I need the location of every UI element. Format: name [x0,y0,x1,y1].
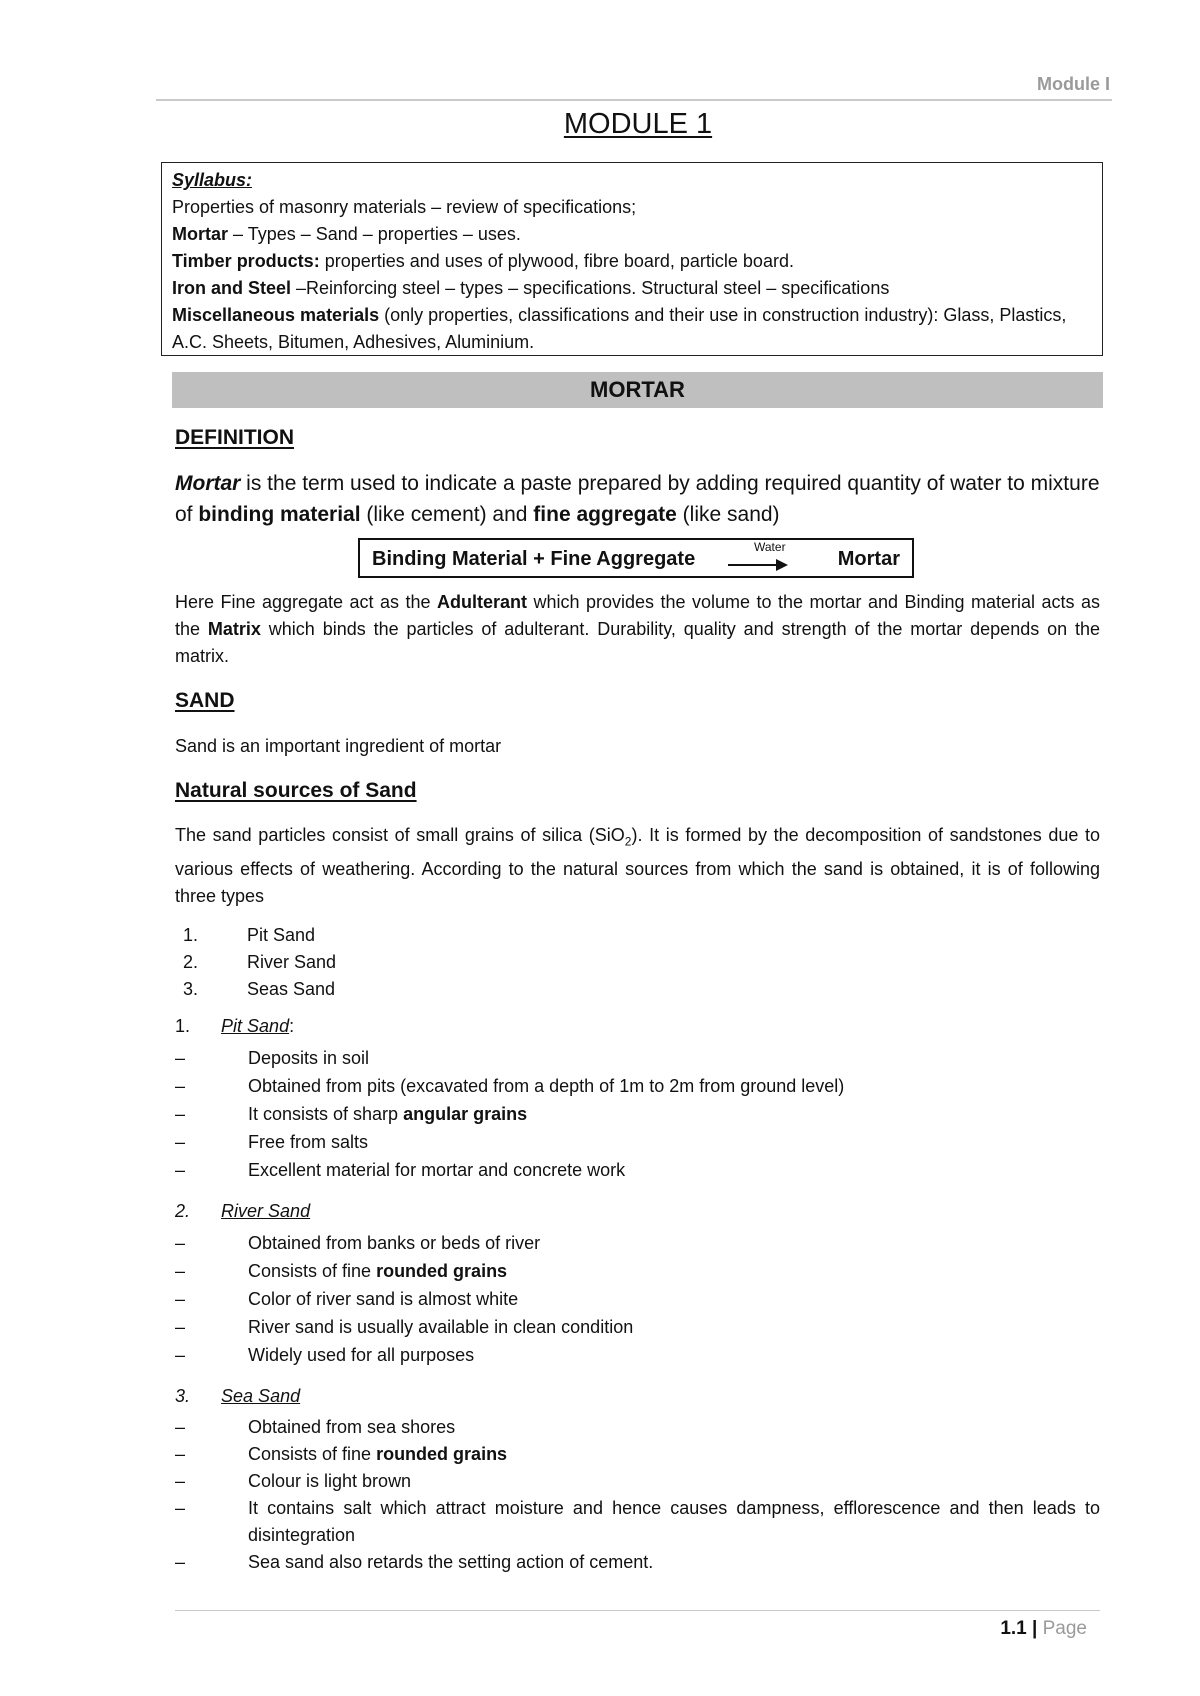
sea-sand-number: 3. [175,1386,191,1406]
sand-heading: SAND [175,689,235,712]
list-item [175,1285,1100,1313]
equation-left: Binding Material + Fine Aggregate [372,548,696,570]
list-text: Deposits in soil [248,1048,370,1068]
list-item [175,1313,1100,1341]
definition-heading: DEFINITION [175,426,294,449]
syllabus-line-4 [172,275,1094,302]
river-sand-number: 2. [175,1201,191,1221]
list-number: 2. [183,952,199,972]
list-item [175,1495,1100,1549]
list-text: Seas Sand [247,979,336,999]
dash-bullet: – [175,1498,186,1518]
subscript-2: 2 [624,834,632,849]
dash-bullet: – [175,1076,186,1096]
list-text: It consists of sharp [248,1104,404,1124]
list-item [175,1468,1100,1495]
dash-bullet: – [175,1048,186,1068]
pit-sand-colon: : [289,1016,295,1036]
pit-sand-number: 1. [175,1016,191,1036]
syllabus-line-5-text: (only properties, classifications and their use in construction industry): Glass, Plastics, A.C. Sheets, Bitumen, Adhesives, Aluminium. [172,305,1067,352]
page-footer [1000,1618,1087,1640]
page-number: 1.1 [1000,1618,1027,1639]
syllabus-line-2-text: – Types – Sand – properties – uses. [228,224,521,244]
river-sand-label: River Sand [221,1201,311,1221]
dash-bullet: – [175,1261,186,1281]
dash-bullet: – [175,1317,186,1337]
matrix-term: Matrix [207,619,261,639]
list-item [175,1156,1100,1184]
syllabus-line-1: Properties of masonry materials – review of specifications; [172,197,637,217]
syllabus-misc: Miscellaneous materials [172,305,380,325]
dash-bullet: – [175,1471,186,1491]
definition-binding-material: binding material [198,503,361,526]
equation-arrow-line [728,564,780,566]
syllabus-heading: Syllabus: [172,170,253,190]
dash-bullet: – [175,1345,186,1365]
list-text: Obtained from sea shores [248,1417,456,1437]
natural-sources-paragraph [175,822,1100,910]
adulterant-term: Adulterant [437,592,528,612]
syllabus-line-2 [172,221,1094,248]
list-text-bold: rounded grains [376,1261,508,1281]
list-item [175,1414,1100,1441]
matrix-text-2: which provides the volume to the mortar and Binding material acts as the [175,592,1100,639]
sea-sand-heading [175,1386,300,1407]
footer-rule [175,1610,1100,1611]
page-label: Page [1042,1618,1087,1639]
arrow-right-icon [776,559,788,571]
sea-sand-bullets [175,1414,1100,1576]
natural-sources-text-1: The sand particles consist of small grains of silica (SiO [175,825,625,845]
syllabus-line-4-text: –Reinforcing steel – types – specifications. Structural steel – specifications [291,278,890,298]
equation-right: Mortar [837,548,900,570]
list-text: Obtained from pits (excavated from a depth of 1m to 2m from ground level) [248,1076,845,1096]
list-item [175,1257,1100,1285]
footer-separator: | [1032,1618,1038,1639]
syllabus-mortar: Mortar [172,224,229,244]
dash-bullet: – [175,1417,186,1437]
dash-bullet: – [175,1289,186,1309]
list-text: Obtained from banks or beds of river [248,1233,541,1253]
definition-fine-aggregate: fine aggregate [533,503,677,526]
list-text: Consists of fine [248,1444,377,1464]
syllabus-line-5 [172,302,1094,356]
list-text: Sea sand also retards the setting action of cement. [248,1552,654,1572]
list-item [175,1229,1100,1257]
list-number: 3. [183,979,199,999]
dash-bullet: – [175,1552,186,1572]
list-text: River Sand [247,952,337,972]
syllabus-timber: Timber products: [172,251,320,271]
header-rule [156,99,1112,101]
pit-sand-bullets [175,1044,1100,1184]
list-text: Excellent material for mortar and concrete work [248,1160,626,1180]
river-sand-heading [175,1201,310,1222]
dash-bullet: – [175,1104,186,1124]
sea-sand-label: Sea Sand [221,1386,301,1406]
list-text-bold: rounded grains [376,1444,508,1464]
list-number: 1. [183,925,199,945]
dash-bullet: – [175,1233,186,1253]
syllabus-line-3-text: properties and uses of plywood, fibre board, particle board. [319,251,794,271]
list-item [175,1100,1100,1128]
natural-sources-heading: Natural sources of Sand [175,779,417,802]
list-text: Color of river sand is almost white [248,1289,519,1309]
list-text: It contains salt which attract moisture and hence causes dampness, efflorescence and then leads to disintegration [248,1498,1100,1545]
list-text: Pit Sand [247,925,316,945]
module-title: MODULE 1 [563,108,713,140]
pit-sand-heading [175,1016,294,1037]
syllabus-line-3 [172,248,1094,275]
definition-text [175,468,1100,530]
list-text: Colour is light brown [248,1471,412,1491]
list-item [175,1128,1100,1156]
definition-part-1: is the term used to indicate a paste prepared by adding required quantity of water to mixture of [175,472,1100,526]
matrix-text-1: Here Fine aggregate act as the [175,592,438,612]
list-text-bold: angular grains [403,1104,528,1124]
list-item [175,1341,1100,1369]
list-text: Free from salts [248,1132,369,1152]
list-text: Consists of fine [248,1261,377,1281]
equation-water-label: Water [754,540,786,554]
syllabus-box [161,162,1103,356]
list-text: River sand is usually available in clean condition [248,1317,634,1337]
matrix-paragraph [175,589,1100,670]
running-header: Module I [1037,74,1110,94]
natural-sources-text-2: ). It is formed by the decomposition of sandstones due to various effects of weathering. According to the natural sources from which the sand is obtained, it is of following three types [175,825,1100,906]
dash-bullet: – [175,1132,186,1152]
sand-intro: Sand is an important ingredient of mortar [175,736,502,756]
dash-bullet: – [175,1160,186,1180]
list-item [175,1072,1100,1100]
list-item [175,1441,1100,1468]
section-title-mortar: MORTAR [172,372,1103,408]
matrix-text-3: which binds the particles of adulterant. Durability, quality and strength of the mortar depends on the matrix. [175,619,1101,666]
equation-box [358,538,914,578]
river-sand-bullets [175,1229,1100,1369]
list-item [175,1044,1100,1072]
syllabus-iron-steel: Iron and Steel [172,278,292,298]
pit-sand-label: Pit Sand [221,1016,290,1036]
definition-term: Mortar [175,472,241,495]
definition-part-2: (like cement) and [360,503,534,526]
definition-part-3: (like sand) [676,503,780,526]
list-item [175,1549,1100,1576]
dash-bullet: – [175,1444,186,1464]
list-text: Widely used for all purposes [248,1345,475,1365]
